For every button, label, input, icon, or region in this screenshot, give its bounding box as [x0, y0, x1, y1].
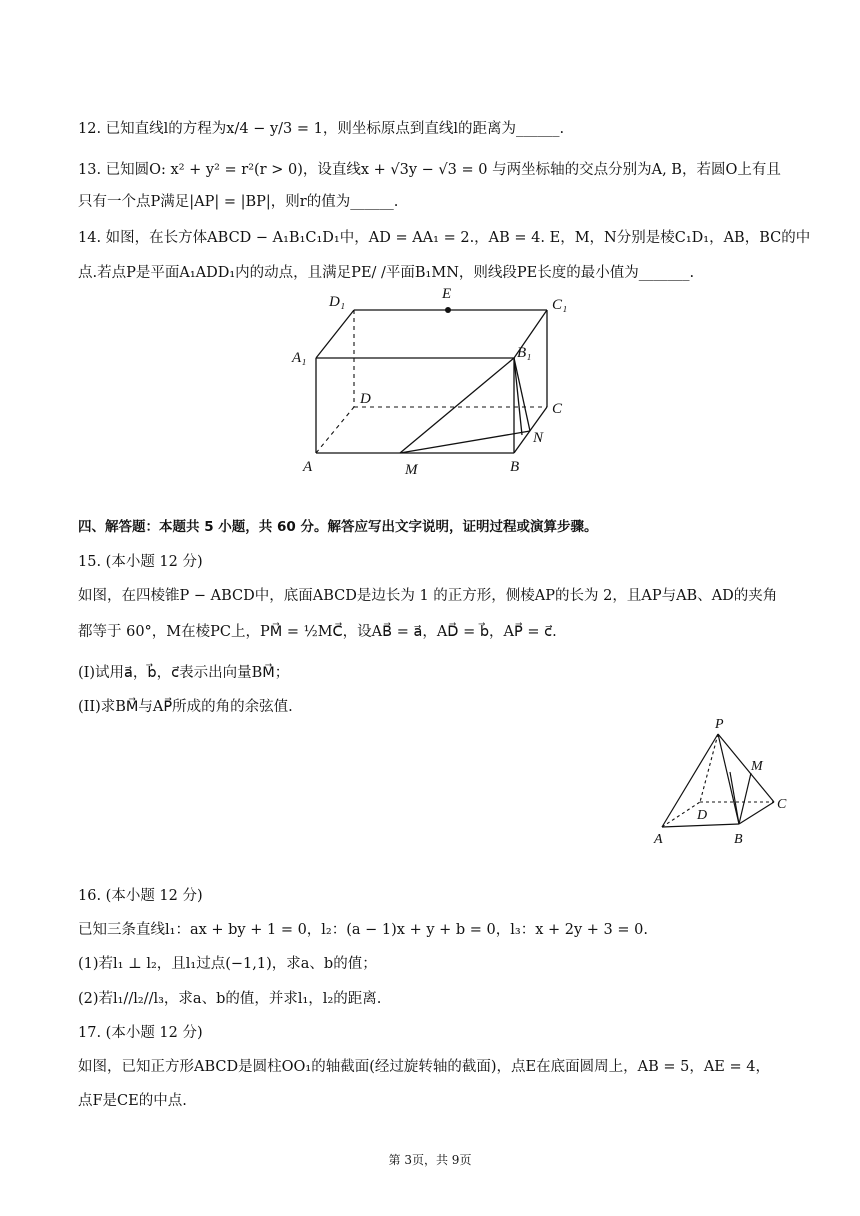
question-16-part-2: (2)若l₁//l₂//l₃，求a、b的值，并求l₁，l₂的距离.: [78, 991, 382, 1007]
question-15-part-2: (II)求BM⃗与AP⃗所成的角的余弦值.: [78, 699, 293, 715]
label-b: B: [510, 459, 520, 475]
page-footer: 第 3页，共 9页: [388, 1153, 472, 1167]
question-17-title: 17. (本小题 12 分): [78, 1025, 203, 1041]
question-17-line-1: 如图，已知正方形ABCD是圆柱OO₁的轴截面(经过旋转轴的截面)，点E在底面圆周上，AB = 5，AE = 4，: [78, 1059, 770, 1075]
question-15-part-1: (I)试用a⃗，b⃗，c⃗表示出向量BM⃗；: [78, 665, 290, 681]
question-17-line-2: 点F是CE的中点.: [78, 1093, 187, 1109]
label-d1: D₁: [329, 294, 346, 310]
label-a: A: [654, 832, 663, 847]
label-a1: A₁: [292, 350, 307, 366]
question-15-line-2: 都等于 60°，M在棱PC上，PM⃗ = ½MC⃗，设AB⃗ = a⃗，AD⃗ = b⃗，AP⃗ = c⃗.: [78, 624, 557, 640]
label-c: C: [777, 797, 787, 812]
label-c: C: [552, 401, 563, 417]
pyramid-figure: [650, 712, 800, 852]
label-n: N: [533, 430, 544, 446]
question-16-part-1: (1)若l₁ ⊥ l₂，且l₁过点(−1,1)，求a、b的值；: [78, 956, 377, 972]
question-13-line-1: 13. 已知圆O: x² + y² = r²(r > 0)，设直线x + √3y − √3 = 0 与两坐标轴的交点分别为A, B，若圆O上有且: [78, 162, 781, 178]
question-13-line-2: 只有一个点P满足|AP| = |BP|，则r的值为______.: [78, 194, 399, 210]
cuboid-figure: [285, 285, 585, 485]
label-d: D: [360, 391, 371, 407]
label-b: B: [734, 832, 743, 847]
label-m: M: [751, 759, 763, 774]
label-m: M: [405, 462, 418, 478]
question-14-line-2: 点.若点P是平面A₁ADD₁内的动点，且满足PE/ /平面B₁MN，则线段PE长度的最小值为_______.: [78, 265, 695, 281]
question-16-title: 16. (本小题 12 分): [78, 888, 203, 904]
label-p: P: [715, 717, 724, 732]
question-15-line-1: 如图，在四棱锥P − ABCD中，底面ABCD是边长为 1 的正方形，侧棱AP的长为 2，且AP与AB、AD的夹角: [78, 588, 778, 604]
point-e-dot: [445, 307, 451, 313]
question-12: 12. 已知直线l的方程为x/4 − y/3 = 1，则坐标原点到直线l的距离为______.: [78, 121, 565, 137]
label-a: A: [303, 459, 313, 475]
question-15-title: 15. (本小题 12 分): [78, 554, 203, 570]
question-16-line-1: 已知三条直线l₁：ax + by + 1 = 0，l₂：(a − 1)x + y + b = 0，l₃：x + 2y + 3 = 0.: [78, 922, 648, 938]
label-d: D: [697, 808, 708, 823]
label-b1: B₁: [517, 345, 532, 361]
label-e: E: [442, 286, 452, 302]
question-14-line-1: 14. 如图，在长方体ABCD − A₁B₁C₁D₁中，AD = AA₁ = 2.，AB = 4. E，M，N分别是棱C₁D₁，AB，BC的中: [78, 230, 811, 246]
label-c1: C₁: [552, 297, 568, 313]
section-4-heading: 四、解答题：本题共 5 小题，共 60 分。解答应写出文字说明，证明过程或演算步骤。: [78, 519, 598, 535]
